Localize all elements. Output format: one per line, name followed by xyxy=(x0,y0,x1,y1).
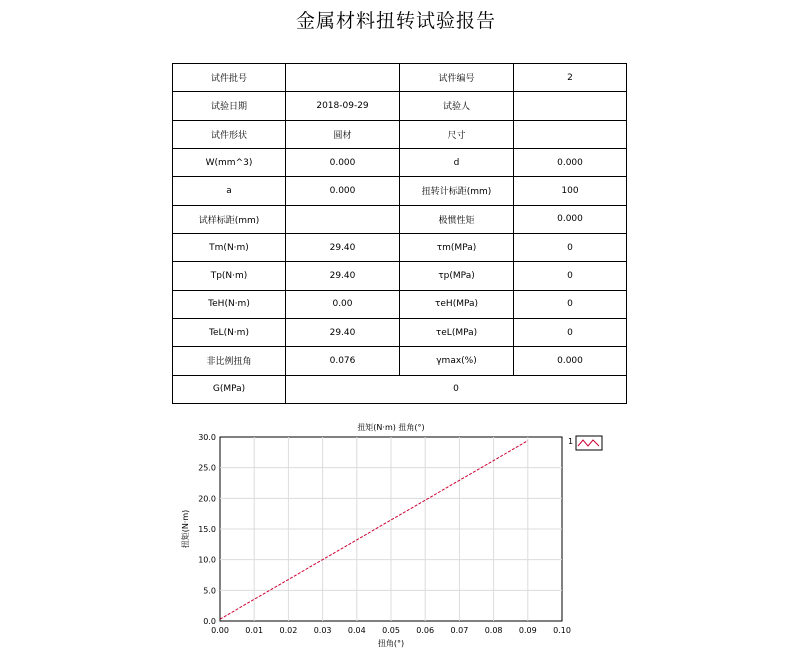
field-value: 0.076 xyxy=(286,347,400,375)
table-row xyxy=(173,375,627,403)
field-value: 100 xyxy=(514,177,627,205)
field-label: 试件形状 xyxy=(173,120,286,148)
field-label: 非比例扭角 xyxy=(173,347,286,375)
field-label: 试件编号 xyxy=(400,64,514,92)
torque-angle-chart xyxy=(170,414,640,654)
field-label: τeL(MPa) xyxy=(400,318,514,346)
field-label: G(MPa) xyxy=(173,375,286,403)
x-tick-label: 0.09 xyxy=(518,626,537,635)
field-value: 0 xyxy=(514,318,627,346)
table-row xyxy=(173,233,627,261)
x-tick-label: 0.00 xyxy=(211,626,229,635)
y-axis-label: 扭矩(N·m) xyxy=(181,509,190,549)
x-tick-label: 0.10 xyxy=(553,626,571,635)
field-label: TeH(N·m) xyxy=(173,290,286,318)
y-tick-label: 5.0 xyxy=(203,586,216,596)
field-value: 2018-09-29 xyxy=(286,92,400,120)
field-value: 0 xyxy=(286,375,627,403)
table-row xyxy=(173,318,627,346)
table-row xyxy=(173,347,627,375)
x-tick-label: 0.04 xyxy=(347,626,366,635)
x-tick-label: 0.03 xyxy=(313,626,332,635)
field-value xyxy=(286,64,400,92)
y-tick-label: 30.0 xyxy=(198,433,216,442)
table-row xyxy=(173,290,627,318)
field-value: 0 xyxy=(514,290,627,318)
table-row xyxy=(173,177,627,205)
field-label: 试验人 xyxy=(400,92,514,120)
table-row xyxy=(173,92,627,120)
field-label: Tp(N·m) xyxy=(173,262,286,290)
table-row xyxy=(173,148,627,176)
x-tick-label: 0.08 xyxy=(484,626,503,635)
field-value: 29.40 xyxy=(286,233,400,261)
y-tick-label: 15.0 xyxy=(198,525,216,534)
field-label: τm(MPa) xyxy=(400,233,514,261)
field-value: 29.40 xyxy=(286,262,400,290)
field-label: W(mm^3) xyxy=(173,148,286,176)
field-value xyxy=(514,120,627,148)
field-value: 2 xyxy=(514,64,627,92)
field-label: Tm(N·m) xyxy=(173,233,286,261)
field-value: 0.000 xyxy=(514,347,627,375)
field-label: 试样标距(mm) xyxy=(173,205,286,233)
field-label: TeL(N·m) xyxy=(173,318,286,346)
x-tick-label: 0.01 xyxy=(245,626,264,635)
field-value: 0.000 xyxy=(514,205,627,233)
field-value: 0.00 xyxy=(286,290,400,318)
legend-label: 1 xyxy=(568,437,574,446)
report-table xyxy=(172,63,627,404)
table-row xyxy=(173,205,627,233)
field-value: 0 xyxy=(514,233,627,261)
field-value xyxy=(286,205,400,233)
y-tick-label: 10.0 xyxy=(198,555,216,565)
field-label: γmax(%) xyxy=(400,347,514,375)
field-value: 29.40 xyxy=(286,318,400,346)
field-value: 0.000 xyxy=(286,148,400,176)
field-value xyxy=(514,92,627,120)
x-tick-label: 0.07 xyxy=(450,626,469,635)
field-label: 尺寸 xyxy=(400,120,514,148)
x-axis-label: 扭角(°) xyxy=(377,639,405,648)
x-tick-label: 0.05 xyxy=(382,626,400,635)
field-label: 试件批号 xyxy=(173,64,286,92)
x-tick-label: 0.02 xyxy=(279,626,298,635)
field-label: d xyxy=(400,148,514,176)
field-label: 试验日期 xyxy=(173,92,286,120)
field-value: 0.000 xyxy=(514,148,627,176)
field-label: 极惯性矩 xyxy=(400,205,514,233)
field-value: 圆材 xyxy=(286,120,400,148)
table-row xyxy=(173,262,627,290)
field-label: τp(MPa) xyxy=(400,262,514,290)
y-tick-label: 20.0 xyxy=(198,494,216,504)
table-row xyxy=(173,120,627,148)
field-label: 扭转计标距(mm) xyxy=(400,177,514,205)
field-value: 0.000 xyxy=(286,177,400,205)
field-value: 0 xyxy=(514,262,627,290)
x-tick-label: 0.06 xyxy=(416,626,435,635)
field-label: a xyxy=(173,177,286,205)
chart-title: 扭矩(N·m) 扭角(°) xyxy=(357,423,425,432)
y-tick-label: 0.0 xyxy=(203,617,216,626)
y-tick-label: 25.0 xyxy=(198,463,216,473)
report-title: 金属材料扭转试验报告 xyxy=(295,10,496,32)
table-row xyxy=(173,64,627,92)
field-label: τeH(MPa) xyxy=(400,290,514,318)
